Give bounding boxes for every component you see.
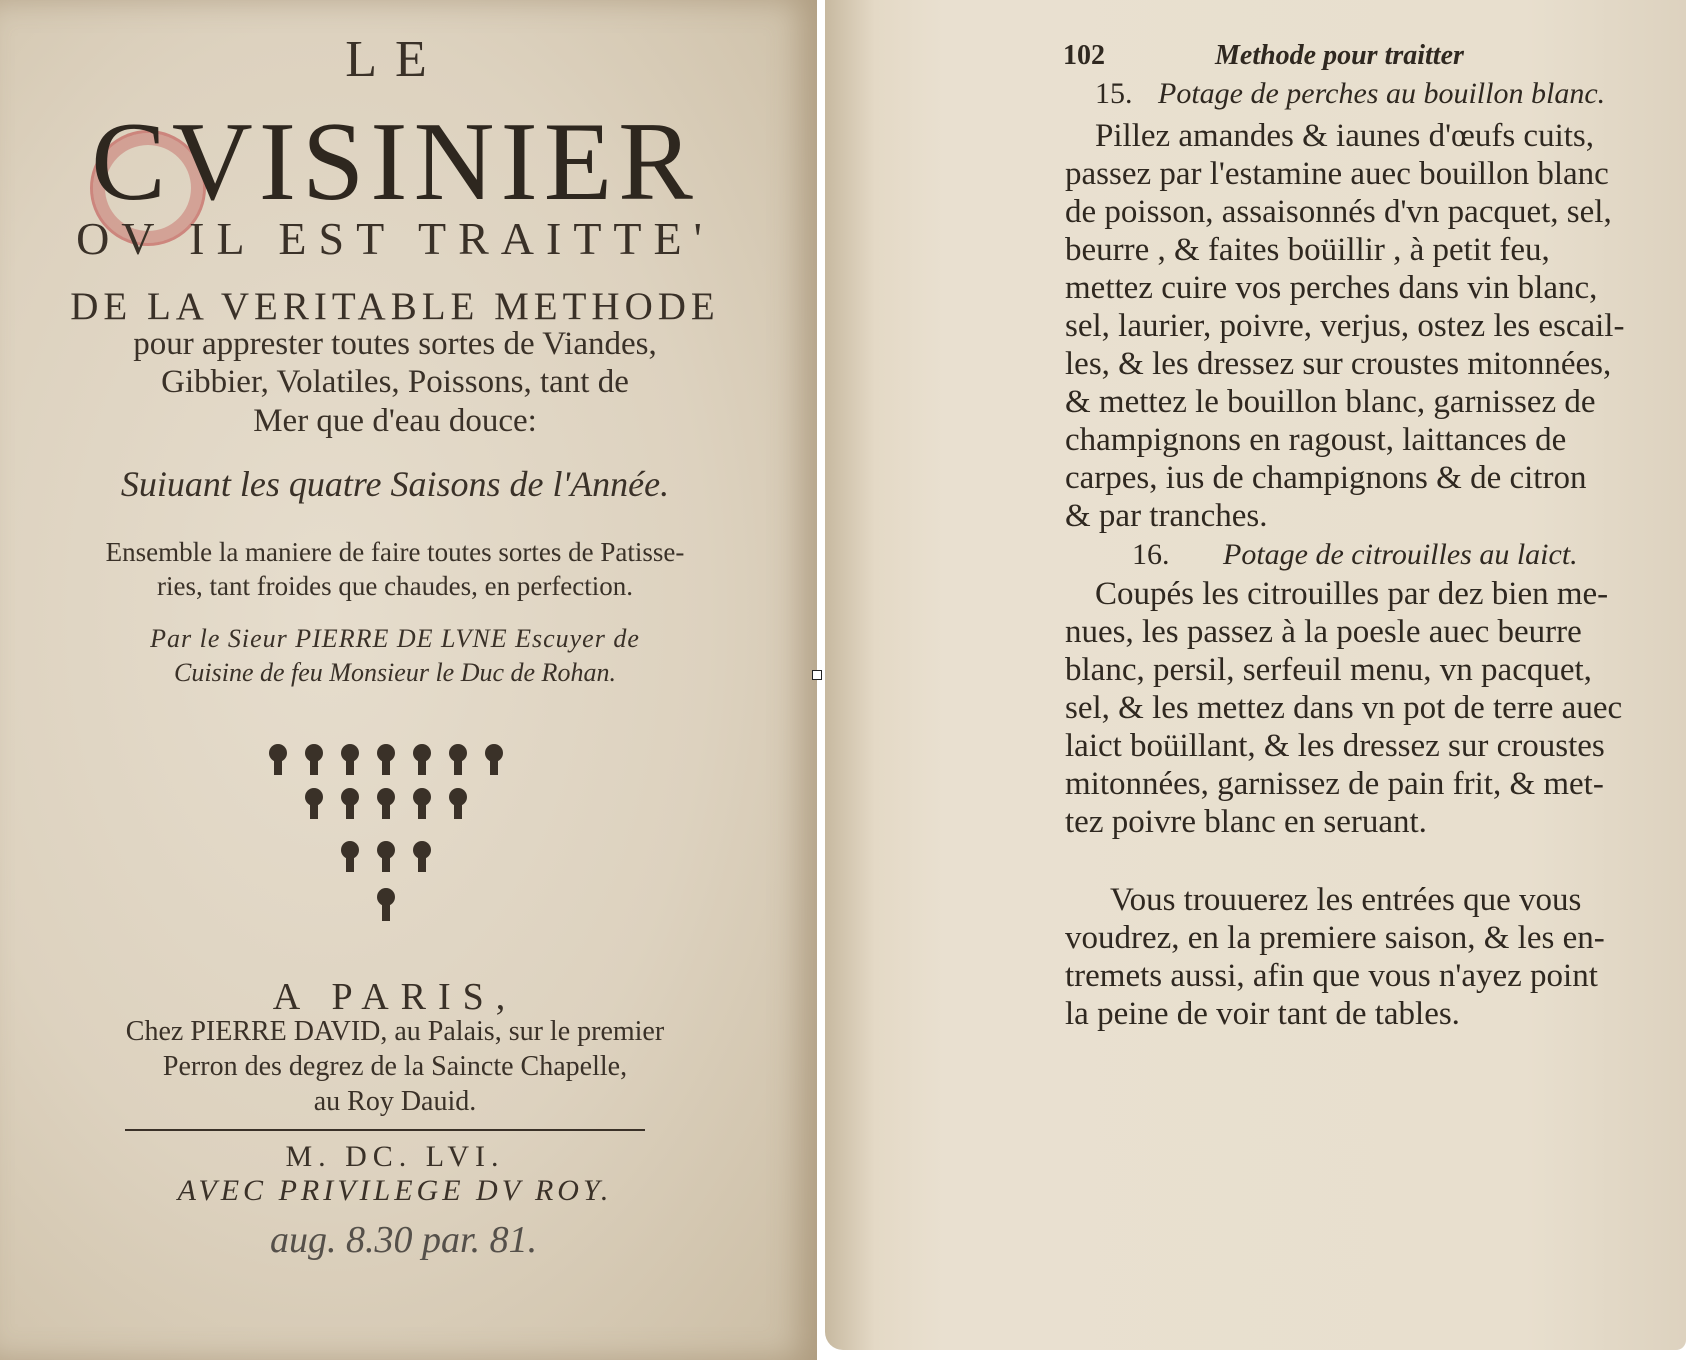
title-article: LE — [345, 31, 445, 88]
title-line-mer: Mer que d'eau douce: — [253, 403, 537, 439]
recipe-16-line: mitonnées, garnissez de pain frit, & met- — [1065, 766, 1604, 802]
text-page — [825, 0, 1686, 1350]
recipe-16-line: Coupés les citrouilles par dez bien me- — [1095, 576, 1609, 612]
closing-line: voudrez, en la premiere saison, & les en- — [1065, 920, 1605, 956]
fleuron-row-2 — [305, 788, 467, 819]
recipe-15-line: & mettez le bouillon blanc, garnissez de — [1065, 384, 1596, 420]
recipe-15-line: & par tranches. — [1065, 498, 1268, 534]
recipe-15-line: carpes, ius de champignons & de citron — [1065, 460, 1587, 496]
closing-line: la peine de voir tant de tables. — [1065, 996, 1460, 1032]
closing-line: tremets aussi, afin que vous n'ayez point — [1065, 958, 1598, 994]
imprint-sign: au Roy Dauid. — [313, 1086, 477, 1117]
recipe-15-line: mettez cuire vos perches dans vin blanc, — [1065, 270, 1598, 306]
fleuron-row-3 — [341, 841, 431, 872]
title-subtitle: OV IL EST TRAITTE' — [76, 213, 714, 264]
recipe-15-line: sel, laurier, poivre, verjus, ostez les escail- — [1065, 308, 1625, 344]
recipe-15-line: de poisson, assaisonnés d'vn pacquet, sel, — [1065, 194, 1612, 230]
recipe-15-title: Potage de perches au bouillon blanc. — [1158, 77, 1606, 110]
recipe-16-title: Potage de citrouilles au laict. — [1223, 538, 1578, 571]
recipe-16-line: sel, & les mettez dans vn pot de terre auec — [1065, 690, 1623, 726]
title-line-gibbier: Gibbier, Volatiles, Poissons, tant de — [161, 364, 629, 400]
title-page — [0, 0, 817, 1360]
imprint-printer: Chez PIERRE DAVID, au Palais, sur le premier — [125, 1016, 665, 1047]
recipe-15-line: passez par l'estamine auec bouillon blanc — [1065, 156, 1609, 192]
recipe-16-line: laict boüillant, & les dressez sur croustes — [1065, 728, 1605, 764]
title-line-pour: pour apprester toutes sortes de Viandes, — [133, 326, 657, 362]
recipe-16-line: tez poivre blanc en seruant. — [1065, 804, 1427, 840]
title-line-saisons: Suiuant les quatre Saisons de l'Année. — [120, 464, 670, 504]
recipe-15-line: beurre , & faites boüillir , à petit feu, — [1065, 232, 1550, 268]
recipe-15-number: 15. — [1095, 77, 1133, 110]
fleuron-row-1 — [269, 744, 503, 775]
recipe-15-line: Pillez amandes & iaunes d'œufs cuits, — [1095, 118, 1595, 154]
page-gutter — [817, 0, 825, 1360]
recipe-16-line: nues, les passez à la poesle auec beurre — [1065, 614, 1582, 650]
fleuron-ornament — [260, 735, 530, 935]
recipe-15-line: les, & les dressez sur croustes mitonnées, — [1065, 346, 1612, 382]
imprint-privilege: AVEC PRIVILEGE DV ROY. — [177, 1174, 613, 1207]
book-title: CVISINIER — [91, 100, 699, 224]
handwritten-note: aug. 8.30 par. 81. — [270, 1219, 538, 1261]
author-line-2: Cuisine de feu Monsieur le Duc de Rohan. — [174, 658, 616, 687]
closing-line: Vous trouuerez les entrées que vous — [1110, 882, 1582, 918]
split-handle[interactable] — [812, 670, 822, 680]
fleuron-row-4 — [377, 888, 395, 921]
imprint-address: Perron des degrez de la Saincte Chapelle, — [162, 1051, 628, 1082]
author-line-1: Par le Sieur PIERRE DE LVNE Escuyer de — [150, 624, 640, 653]
title-line-ensemble-2: ries, tant froides que chaudes, en perfection. — [156, 571, 634, 601]
imprint-divider — [125, 1129, 645, 1131]
running-head: Methode pour traitter — [1215, 40, 1464, 71]
recipe-16-number: 16. — [1132, 538, 1170, 571]
title-line-ensemble-1: Ensemble la maniere de faire toutes sortes de Patisse- — [105, 537, 685, 567]
page-number: 102 — [1063, 40, 1105, 71]
recipe-16-line: blanc, persil, serfeuil menu, vn pacquet, — [1065, 652, 1592, 688]
imprint-city: A PARIS, — [272, 976, 518, 1018]
imprint-date: M. DC. LVI. — [285, 1140, 505, 1173]
title-line-methode: DE LA VERITABLE METHODE — [70, 285, 720, 328]
recipe-15-line: champignons en ragoust, laittances de — [1065, 422, 1567, 458]
